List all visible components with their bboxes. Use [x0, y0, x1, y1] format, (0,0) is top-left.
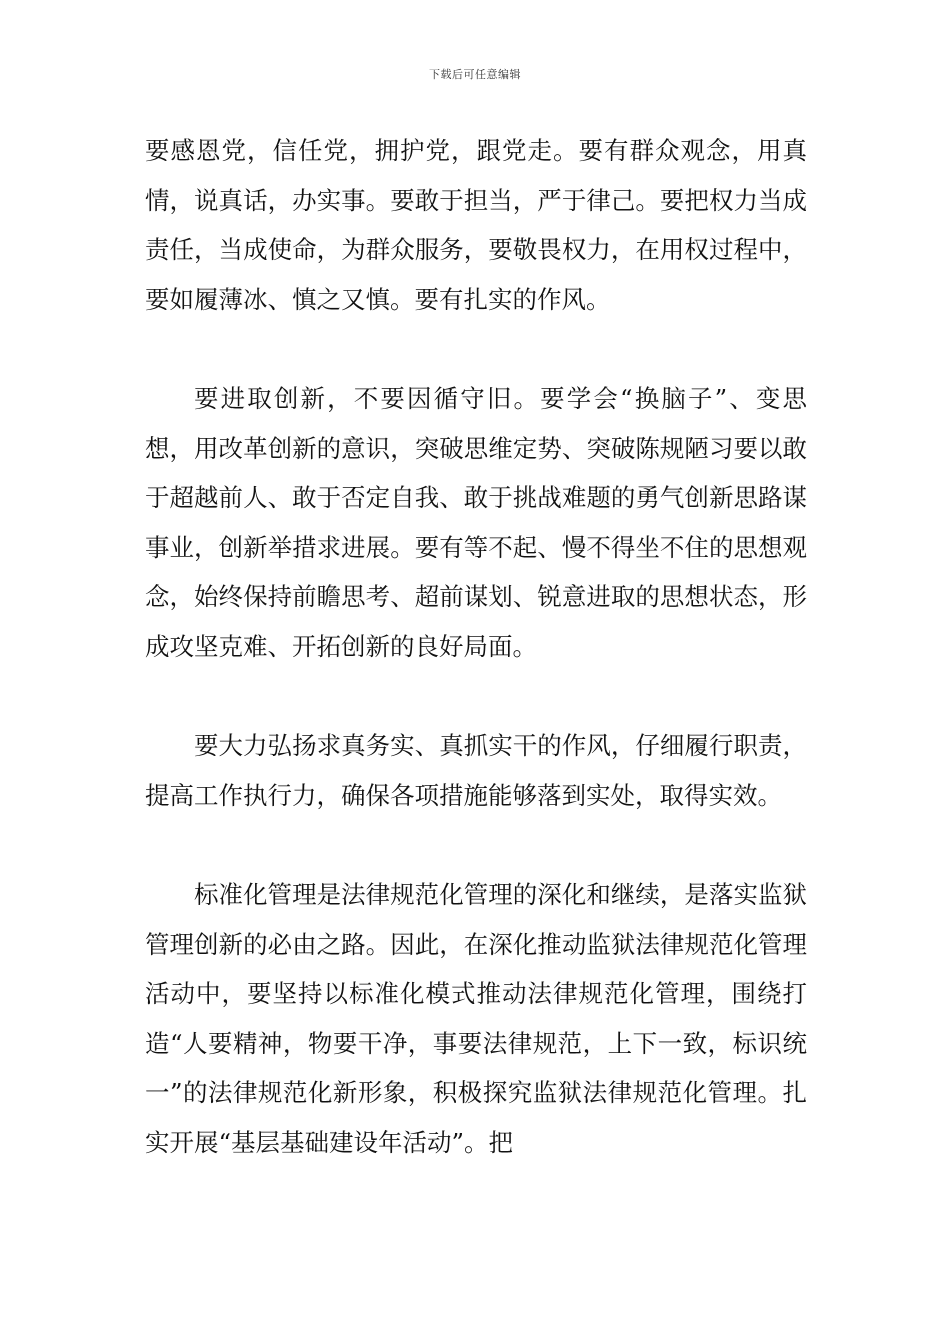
- paragraph-4: 标准化管理是法律规范化管理的深化和继续，是落实监狱管理创新的必由之路。因此，在深化推动监狱法律规范化管理活动中，要坚持以标准化模式推动法律规范化管理，围绕打造“人要精神，物要干净，事要法律规范，上下一致，标识统一”的法律规范化新形象，积极探究监狱法律规范化管理。扎实开展“基层基础建设年活动”。把: [145, 879, 807, 1157]
- header-note: 下载后可任意编辑: [429, 68, 521, 81]
- paragraph-2: 要进取创新，不要因循守旧。要学会“换脑子”、变思想，用改革创新的意识，突破思维定势、突破陈规陋习要以敢于超越前人、敢于否定自我、敢于挑战难题的勇气创新思路谋事业，创新举措求进展。要有等不起、慢不得坐不住的思想观念，始终保持前瞻思考、超前谋划、锐意进取的思想状态，形成攻坚克难、开拓创新的良好局面。: [145, 383, 807, 661]
- paragraph-gap: [145, 820, 807, 870]
- paragraph-3: 要大力弘扬求真务实、真抓实干的作风，仔细履行职责，提高工作执行力，确保各项措施能够落到实处，取得实效。: [145, 731, 807, 810]
- paragraph-gap: [145, 672, 807, 722]
- paragraph-1: 要感恩党，信任党，拥护党，跟党走。要有群众观念，用真情，说真话，办实事。要敢于担当，严于律己。要把权力当成责任，当成使命，为群众服务，要敬畏权力，在用权过程中，要如履薄冰、慎之又慎。要有扎实的作风。: [145, 136, 807, 314]
- document-body: [145, 126, 807, 1167]
- paragraph-gap: [145, 324, 807, 374]
